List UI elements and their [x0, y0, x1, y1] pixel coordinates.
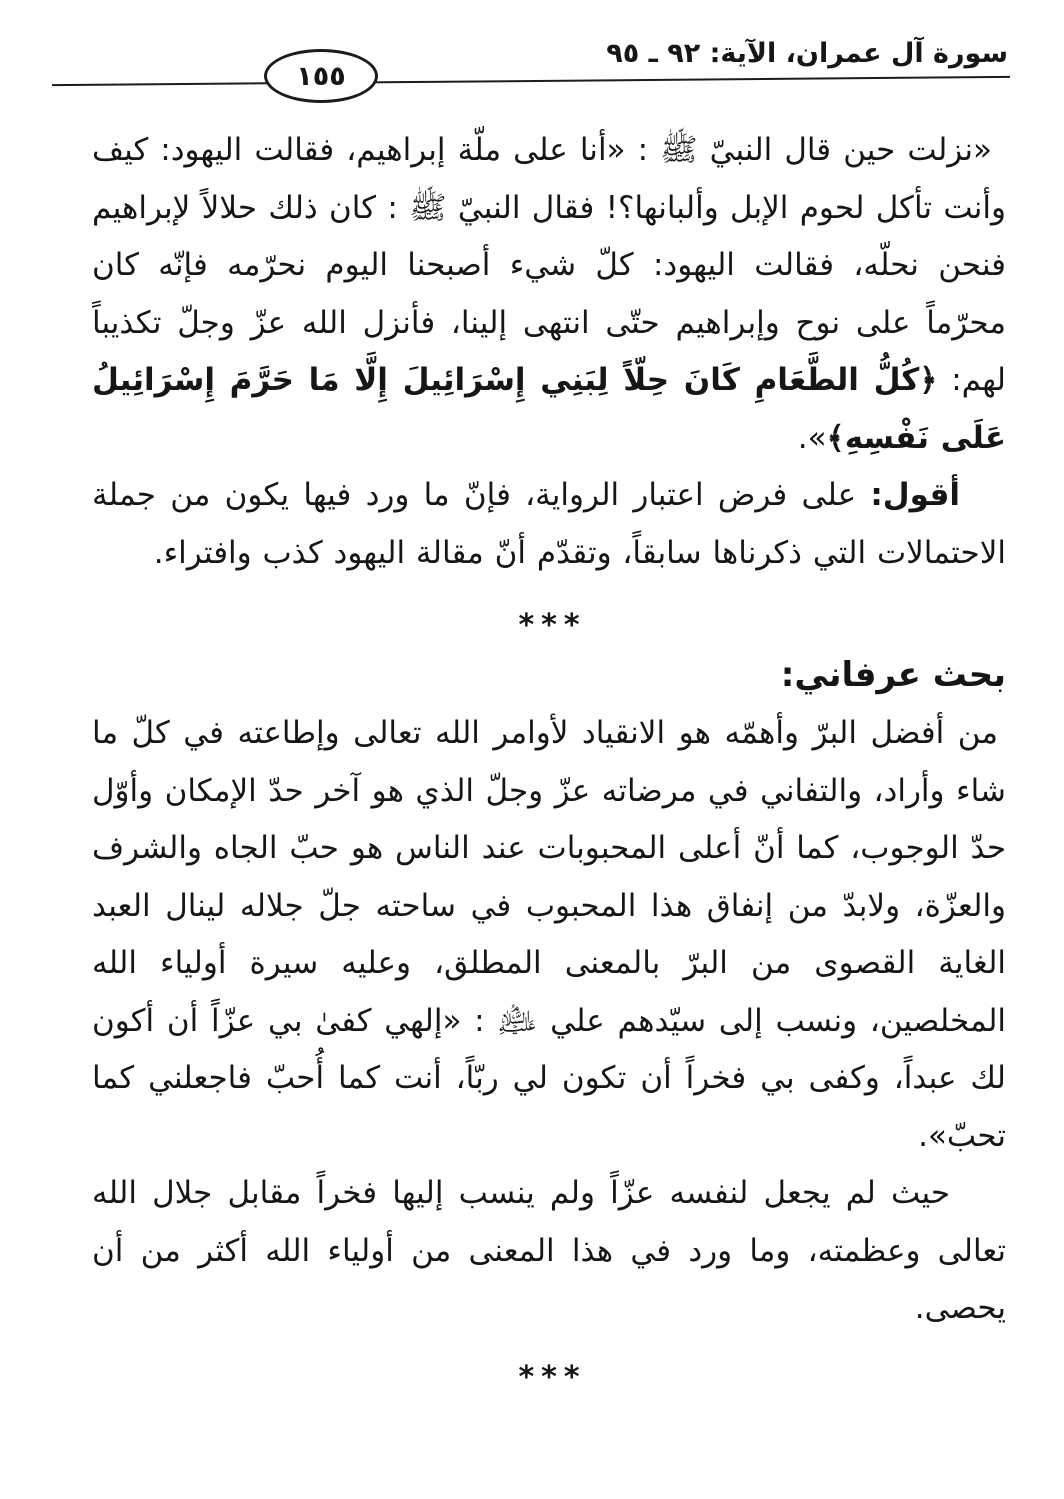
page-content — [92, 122, 1006, 1405]
section-heading: بحث عرفاني: — [780, 655, 1006, 695]
paragraph-conclusion: حيث لم يجعل لنفسه عزّاً ولم ينسب إليها فخراً مقابل جلال الله تعالى وعظمته، وما ورد في هذا المعنى من أولياء الله أكثر من أن يحصى. — [92, 1175, 1006, 1326]
page-number: ١٥٥ — [296, 60, 346, 92]
section-separator-stars: *** — [518, 608, 587, 643]
section-separator-stars-bottom: *** — [518, 1359, 587, 1395]
page-number-badge — [264, 49, 378, 103]
paragraph-hadith — [92, 122, 1006, 467]
chapter-title: سورة آل عمران، الآية: ٩٢ ـ ٩٥ — [606, 38, 1008, 69]
quran-verse: ﴿كُلُّ الطَّعَامِ كَانَ حِلّاً لِبَنِي إِسْرَائِيلَ إِلَّا مَا حَرَّمَ إِسْرَائِيلُ عَلَى نَفْسِهِ﴾ — [92, 362, 1006, 456]
comment-text: على فرض اعتبار الرواية، فإنّ ما ورد فيها يكون من جملة الاحتمالات التي ذكرناها سابقاً، وتقدّم أنّ مقالة اليهود كذب وافتراء. — [92, 477, 1006, 571]
header-rule — [52, 76, 1010, 86]
paragraph-mystic-discussion: من أفضل البرّ وأهمّه هو الانقياد لأوامر الله تعالى وإطاعته في كلّ ما شاء وأراد، والتفاني في مرضاته عزّ وجلّ الذي هو آخر حدّ الإمكان وأوّل حدّ الوجوب، كما أنّ أعلى المحبوبات عند الناس هو حبّ الجاه والشرف والعزّة، ولابدّ من إنفاق هذا المحبوب في ساحته جلّ جلاله لينال العبد الغاية القصوى من البرّ بالمعنى المطلق، وعليه سيرة أولياء الله المخلصين، ونسب إلى سيّدهم علي ﵇ : «إلهي كفىٰ بي عزّاً أن أكون لك عبداً، وكفى بي فخراً أن تكون لي ربّاً، أنت كما أُحبّ فاجعلني كما تحبّ». — [92, 715, 1006, 1154]
hadith-text-post: ». — [797, 419, 827, 456]
paragraph-author-comment — [92, 467, 1006, 582]
hadith-text-pre: «نزلت حين قال النبيّ ﷺ : «أنا على ملّة إبراهيم، فقالت اليهود: كيف وأنت تأكل لحوم الإبل وألبانها؟! فقال النبيّ ﷺ : كان ذلك حلالاً لإبراهيم فنحن نحلّه، فقالت اليهود: كلّ شيء أصبحنا اليوم نحرّمه فإنّه كان محرّماً على نوح وإبراهيم حتّى انتهى إلينا، فأنزل الله عزّ وجلّ تكذيباً لهم: — [92, 132, 1006, 398]
comment-lead-word: أقول: — [870, 477, 960, 513]
